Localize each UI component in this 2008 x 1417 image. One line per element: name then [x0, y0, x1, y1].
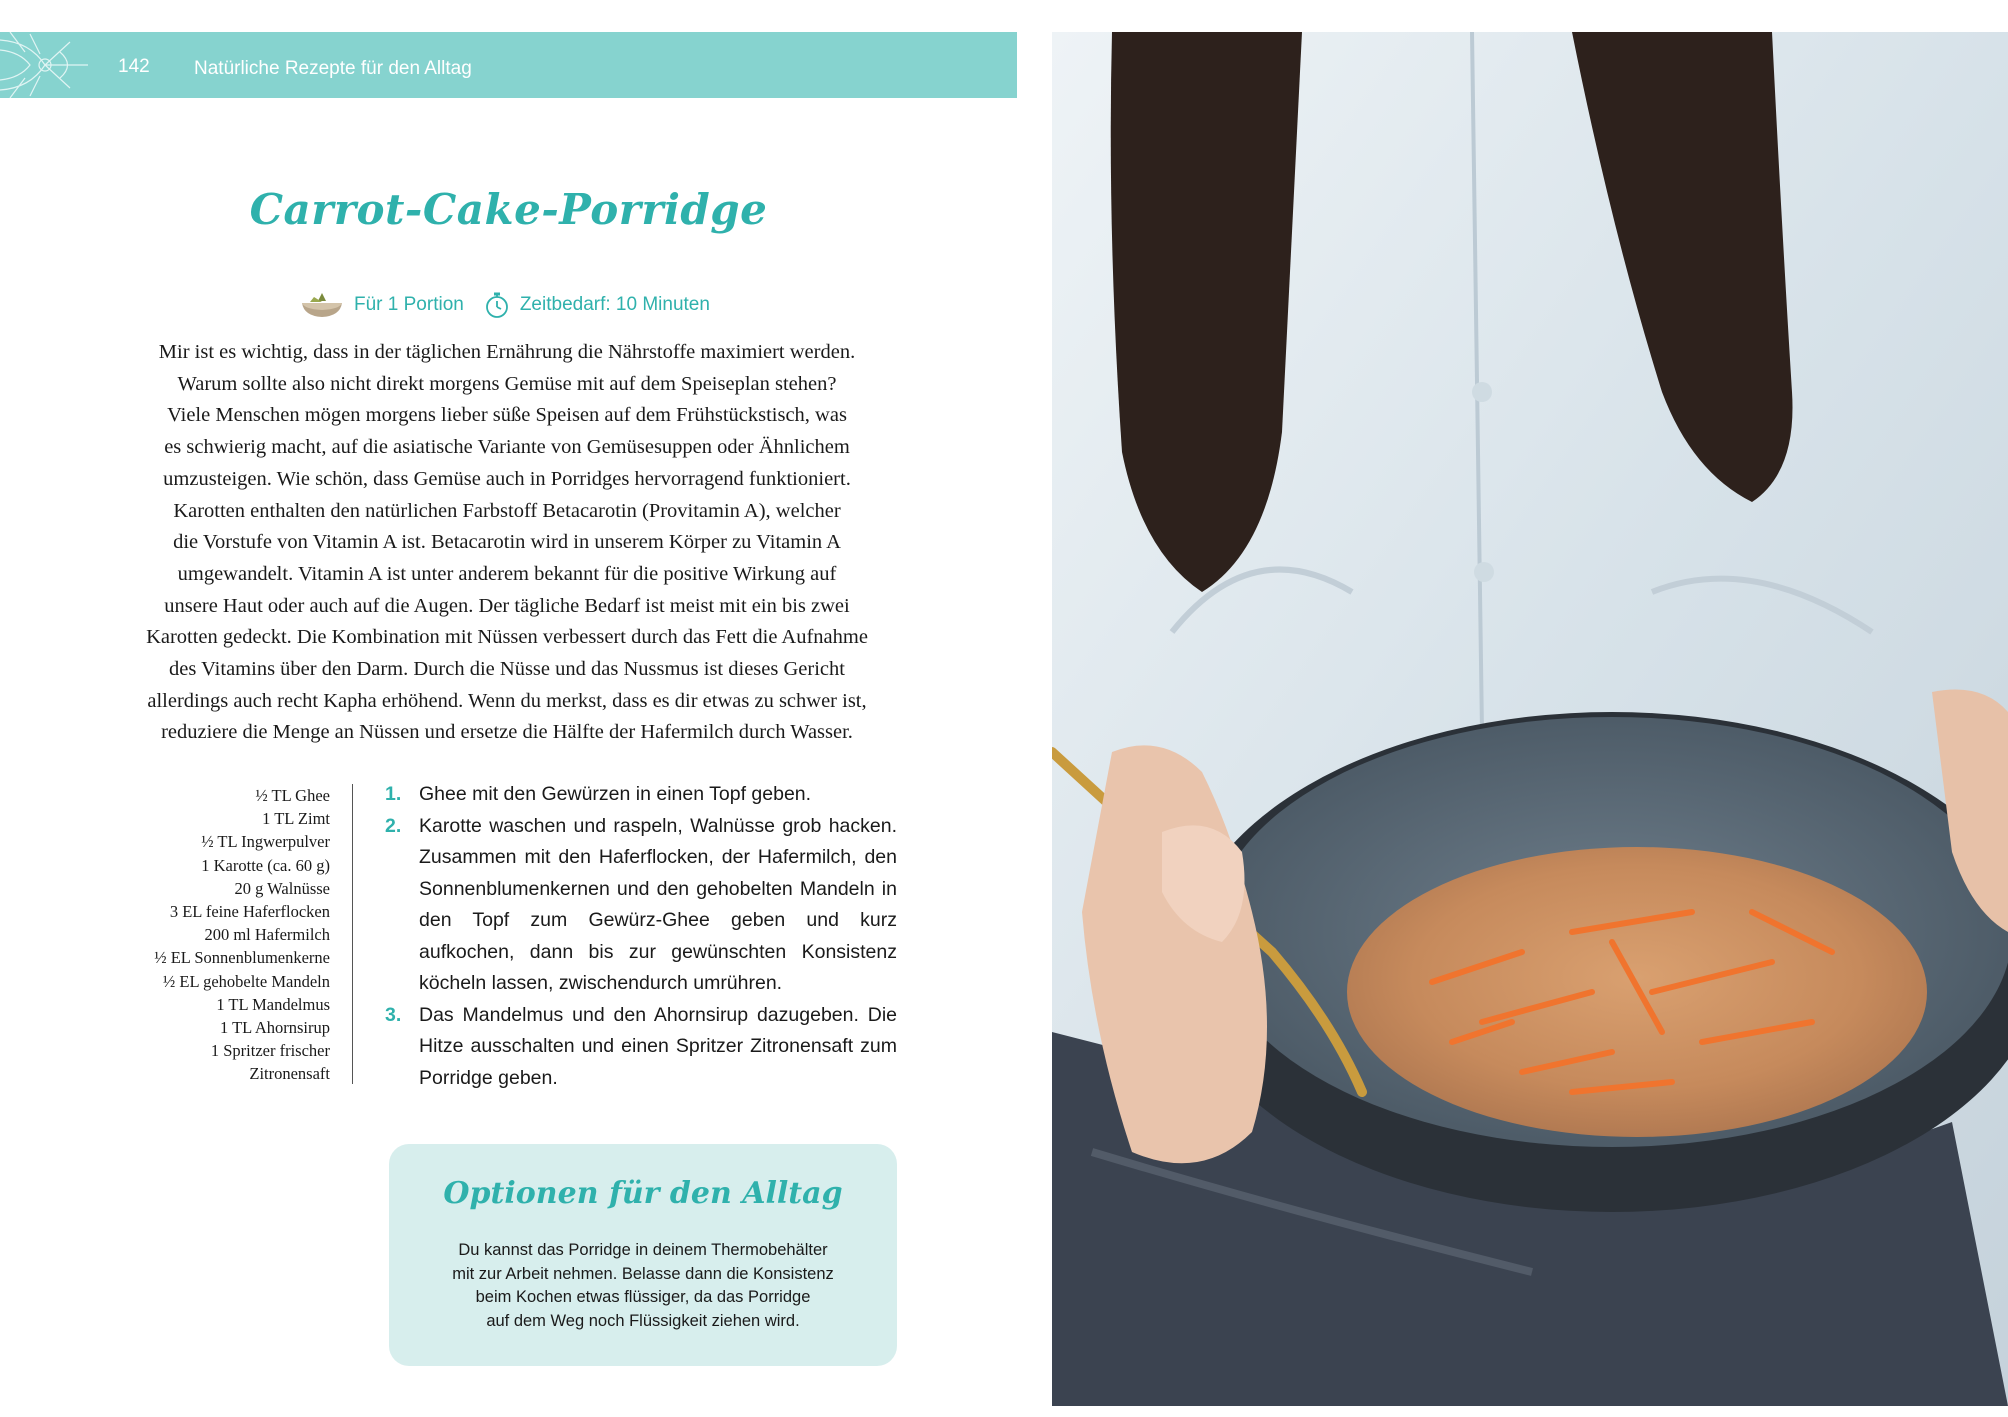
instruction-steps — [385, 779, 897, 1094]
tip-line: Du kannst das Porridge in deinem Thermobehälter — [458, 1241, 828, 1259]
ingredient-item: 200 ml Hafermilch — [204, 925, 330, 945]
step-text: Ghee mit den Gewürzen in einen Topf geben. — [419, 783, 812, 805]
servings-info — [300, 290, 464, 320]
porridge-photo — [1052, 32, 2008, 1406]
ingredient-item: 1 TL Ahornsirup — [220, 1018, 330, 1038]
step-text: Karotte waschen und raspeln, Walnüsse grob hacken. Zusammen mit den Haferflocken, der Hafermilch, den Sonnenblumenkernen und den gehobelten Mandeln in den Topf zum Gewürz-Ghee geben und kurz aufkochen, dann bis zur gewünschten Konsistenz köcheln lassen, zwischendurch umrühren. — [419, 814, 897, 994]
recipe-title: Carrot-Cake-Porridge — [249, 185, 768, 234]
ingredient-item: 1 TL Zimt — [262, 809, 330, 829]
ingredient-item: 1 Spritzer frischer — [210, 1041, 330, 1061]
ingredient-item: ½ EL Sonnenblumenkerne — [154, 948, 330, 968]
intro-line: Karotten gedeckt. Die Kombination mit Nüssen verbessert durch das Fett die Aufnahme — [146, 626, 868, 649]
header-band — [0, 32, 1017, 98]
step-3 — [385, 1000, 897, 1095]
intro-line: Warum sollte also nicht direkt morgens Gemüse mit auf dem Speiseplan stehen? — [177, 372, 837, 395]
ingredient-item: ½ TL Ingwerpulver — [201, 832, 330, 852]
intro-line: reduziere die Menge an Nüssen und ersetze die Hälfte der Hafermilch durch Wasser. — [161, 721, 853, 744]
mandala-ornament-icon — [0, 32, 100, 98]
ingredient-item: 1 Karotte (ca. 60 g) — [201, 855, 330, 875]
intro-line: umgewandelt. Vitamin A ist unter anderem bekannt für die positive Wirkung auf — [177, 562, 837, 585]
ingredient-item: 3 EL feine Haferflocken — [169, 902, 330, 922]
intro-line: Viele Menschen mögen morgens lieber süße Speisen auf dem Frühstückstisch, was — [167, 404, 847, 427]
recipe-meta — [300, 288, 730, 322]
intro-line: allerdings auch recht Kapha erhöhend. Wenn du merkst, dass es dir etwas zu schwer ist, — [147, 689, 867, 712]
tip-title: Optionen für den Alltag — [443, 1176, 843, 1211]
tip-line: auf dem Weg noch Flüssigkeit ziehen wird. — [486, 1311, 800, 1330]
step-number: 3. — [385, 1003, 402, 1026]
step-2 — [385, 811, 897, 1000]
ingredient-item: 20 g Walnüsse — [234, 878, 330, 898]
intro-line: die Vorstufe von Vitamin A ist. Betacarotin wird in unserem Körper zu Vitamin A — [173, 531, 841, 554]
ingredient-item: ½ TL Ghee — [255, 786, 330, 805]
tip-line: beim Kochen etwas flüssiger, da das Porridge — [475, 1288, 811, 1306]
intro-line: es schwierig macht, auf die asiatische Variante von Gemüsesuppen oder Ähnlichem — [164, 436, 850, 459]
intro-line: unsere Haut oder auch auf die Augen. Der tägliche Bedarf ist meist mit ein bis zwei — [164, 594, 850, 617]
tip-line: mit zur Arbeit nehmen. Belasse dann die Konsistenz — [452, 1264, 834, 1283]
running-title: Natürliche Rezepte für den Alltag — [194, 58, 472, 79]
servings-text: Für 1 Portion — [354, 294, 464, 315]
intro-line: Mir ist es wichtig, dass in der täglichen Ernährung die Nährstoffe maximiert werden. — [158, 341, 856, 363]
stopwatch-icon — [484, 291, 510, 319]
intro-line: des Vitamins über den Darm. Durch die Nüsse und das Nussmus ist dieses Gericht — [169, 658, 845, 681]
porridge-illustration — [1052, 32, 2008, 1406]
step-1 — [385, 779, 897, 811]
intro-line: umzusteigen. Wie schön, dass Gemüse auch in Porridges hervorragend funktioniert. — [163, 467, 851, 490]
time-info — [484, 291, 710, 319]
ingredient-item: ½ EL gehobelte Mandeln — [162, 971, 330, 991]
ingredient-divider — [352, 784, 353, 1084]
intro-paragraph — [112, 337, 902, 749]
step-number: 1. — [385, 783, 402, 805]
step-text: Das Mandelmus und den Ahornsirup dazugeben. Die Hitze ausschalten und einen Spritzer Zitronensaft zum Porridge geben. — [419, 1003, 897, 1089]
ingredient-item: Zitronensaft — [249, 1064, 330, 1084]
tip-box — [389, 1144, 897, 1366]
step-number: 2. — [385, 814, 402, 837]
time-text: Zeitbedarf: 10 Minuten — [519, 294, 710, 315]
bowl-icon — [300, 290, 344, 320]
intro-line: Karotten enthalten den natürlichen Farbstoff Betacarotin (Provitamin A), welcher — [173, 499, 841, 522]
tip-text — [419, 1239, 867, 1333]
ingredient-item: 1 TL Mandelmus — [216, 994, 330, 1014]
ingredient-list — [100, 784, 330, 1086]
page-number: 142 — [118, 56, 150, 77]
